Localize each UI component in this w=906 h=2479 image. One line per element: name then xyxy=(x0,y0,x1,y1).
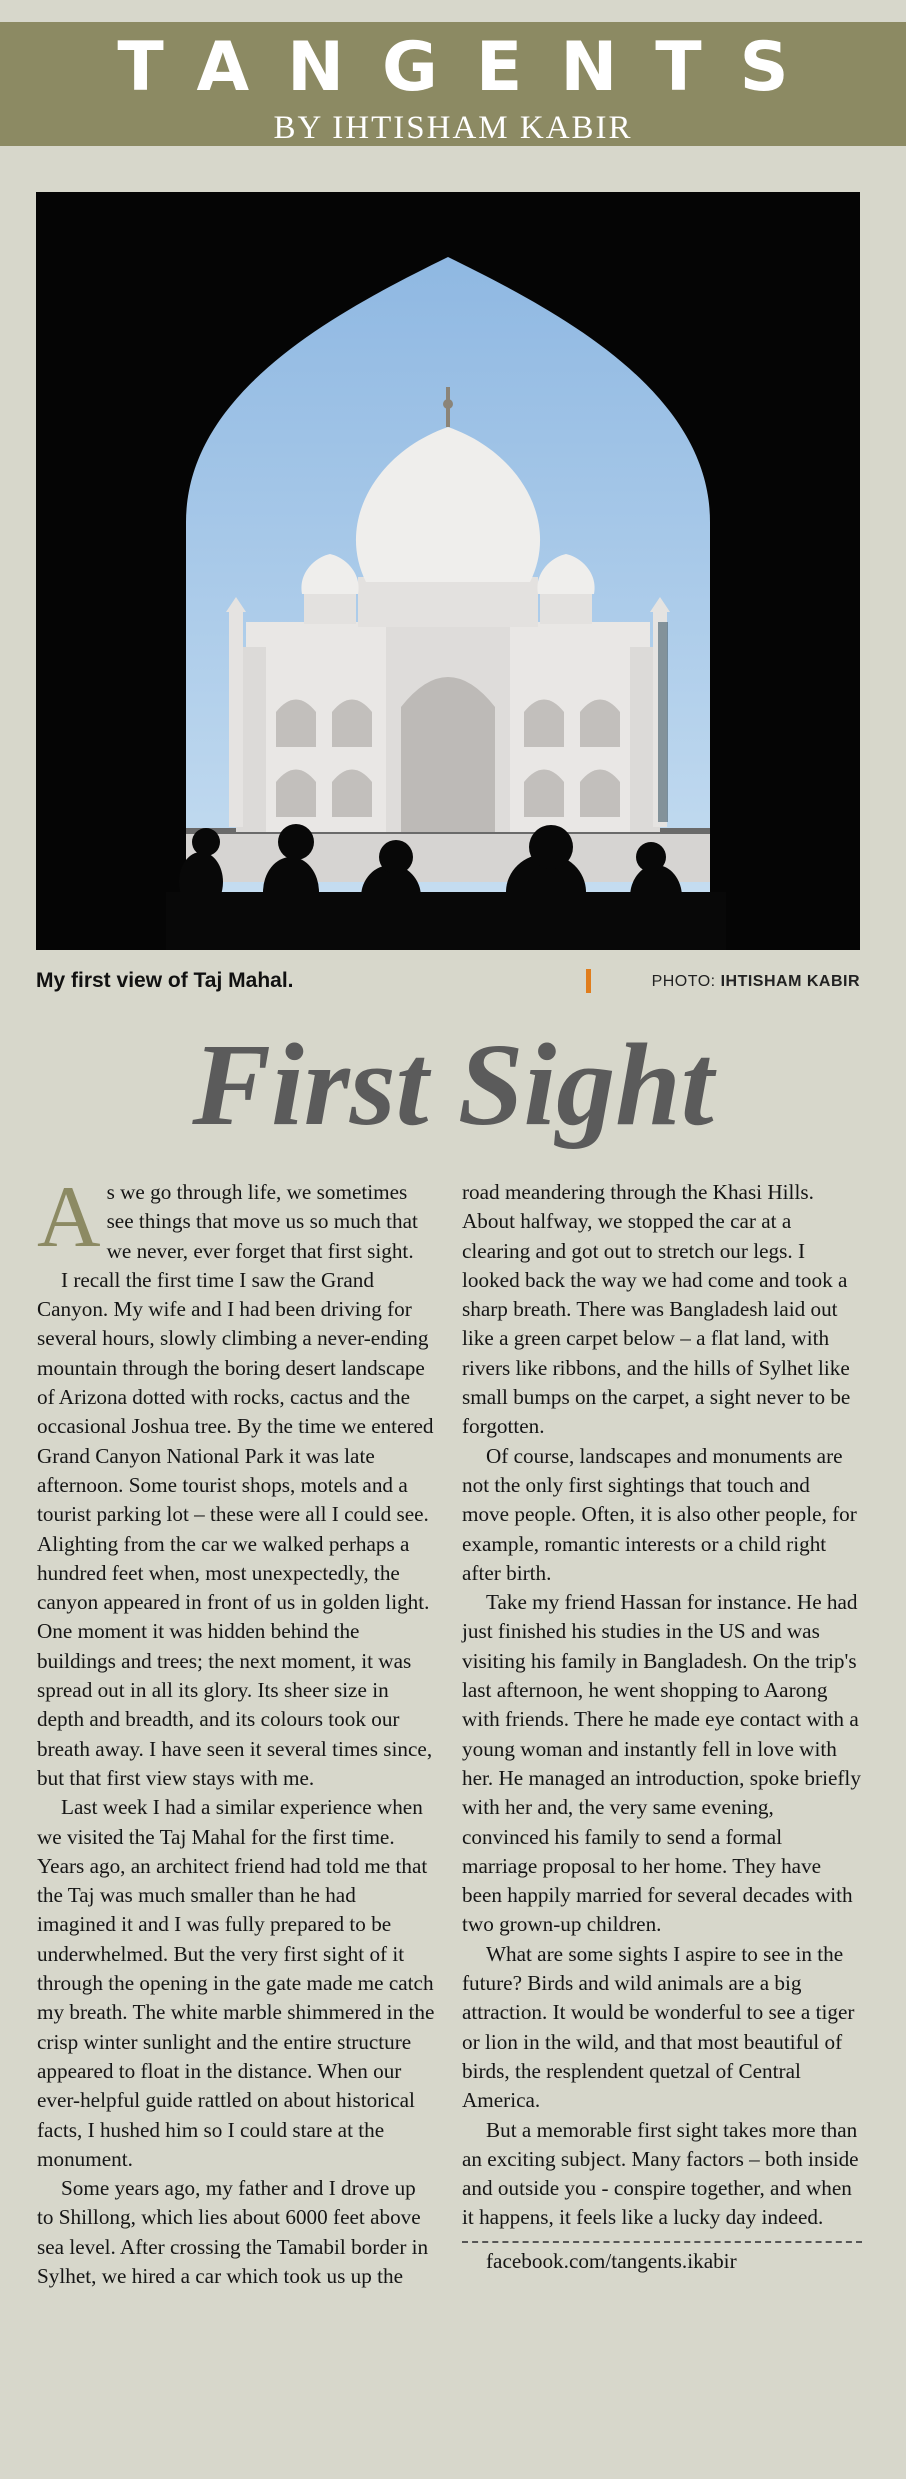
caption-text: My first view of Taj Mahal. xyxy=(36,969,294,992)
paragraph-5: Of course, landscapes and monuments are not the only first sightings that touch and move people. Often, it is also other people, for example, romantic interests or a child right after birth. xyxy=(462,1443,857,1585)
photo-credit xyxy=(652,973,860,991)
credit-name: IHTISHAM KABIR xyxy=(720,973,860,990)
facebook-link[interactable]: facebook.com/tangents.ikabir xyxy=(486,2248,737,2273)
paragraph-1 xyxy=(37,1169,437,1266)
paragraph-2: I recall the first time I saw the Grand Canyon. My wife and I had been driving for several hours, slowly climbing a never-ending mountain through the boring desert landscape of Arizona dotted with rocks, cactus and the occasional Joshua tree. By the time we entered Grand Canyon National Park it was late afternoon. Some tourist shops, motels and a tourist parking lot – these were all I could see. Alighting from the car we walked perhaps a hundred feet when, most unexpectedly, the canyon appeared in front of us in golden light. One moment it was hidden behind the buildings and trees; the next moment, it was spread out in all its glory. Its sheer size in depth and breadth, and its colours took our breath away. I have seen it several times since, but that first view stays with me. xyxy=(37,1267,434,1790)
byline: BY IHTISHAM KABIR xyxy=(273,110,633,146)
paragraph-4-continued: road meandering through the Khasi Hills. About halfway, we stopped the car at a clearing and got out to stretch our legs. I looked back the way we had come and took a sharp breath. There was Bangladesh laid out like a green carpet below – a flat land, with rivers like ribbons, and the hills of Sylhet like small bumps on the carpet, a sight never to be forgotten. xyxy=(462,1180,851,1439)
paragraph-8: But a memorable first sight takes more than an exciting subject. Many factors – both inside and outside you - conspire together, and when it happens, it feels like a lucky day indeed. xyxy=(462,2117,859,2230)
taj-mahal-illustration xyxy=(36,192,860,950)
masthead xyxy=(0,22,906,146)
article-headline: First Sight xyxy=(192,1019,714,1150)
credit-label: PHOTO: xyxy=(651,973,716,990)
paragraph-7: What are some sights I aspire to see in the future? Birds and wild animals are a big attraction. It would be wonderful to see a tiger or lion in the wild, and that most beautiful of birds, the resplendent quetzal of Central America. xyxy=(462,1941,855,2113)
footer-divider xyxy=(462,2241,862,2243)
caption-divider xyxy=(586,969,591,993)
article-column-right xyxy=(462,1178,862,2276)
paragraph-6: Take my friend Hassan for instance. He had just finished his studies in the US and was visiting his family in Bangladesh. On the trip's last afternoon, he went shopping to Aarong with friends. There he made eye contact with a young woman and instantly fell in love with her. He managed an introduction, spoke briefly with her and, the very same evening, convinced his family to send a formal marriage proposal to her home. They have been happily married for several decades with two grown-up children. xyxy=(462,1590,861,1937)
paragraph-1-text: s we go through life, we sometimes see things that move us so much that we never, ever forget that first sight. xyxy=(106,1180,418,1263)
paragraph-3: Last week I had a similar experience when we visited the Taj Mahal for the first time. Years ago, an architect friend had told me that the Taj was much smaller than he had imagined it and I was fully prepared to be underwhelmed. But the very first sight of it through the opening in the gate made me catch my breath. The white marble shimmered in the crisp winter sunlight and the entire structure appeared to float in the distance. When our ever-helpful guide rattled on about historical facts, I hushed him so I could stare at the monument. xyxy=(37,1795,435,2171)
column-title: TANGENTS xyxy=(117,28,827,107)
taj-mahal-photo xyxy=(36,192,860,950)
paragraph-4-start: Some years ago, my father and I drove up to Shillong, which lies about 6000 feet above sea level. After crossing the Tamabil border in Sylhet, we hired a car which took us up the xyxy=(37,2176,429,2288)
drop-cap: A xyxy=(37,1169,101,1266)
photo-caption xyxy=(36,965,860,1001)
article-column-left xyxy=(37,1169,437,2291)
